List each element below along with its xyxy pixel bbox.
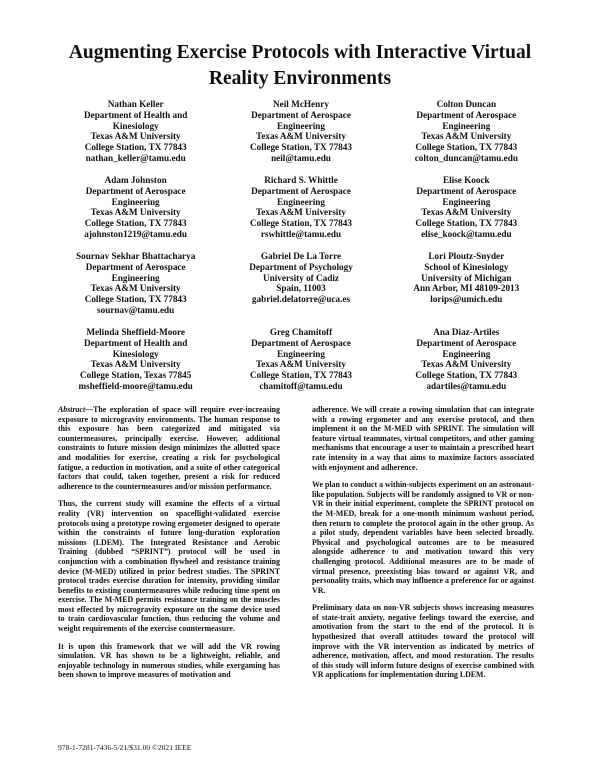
author-block — [56, 175, 215, 251]
body-paragraph: We plan to conduct a within-subjects experiment on an astronaut-like population. Subjects will be randomly assigned to VR or non-VR in their initial experiment, complete the SPRINT protocol on the M-MED, break for a one-month minimum washout period, then return to complete the protocol again in the other group. As a pilot study, dependent variables have been selected broadly. Physical and psychological outcomes are to be measured alongside adherence to and motivation toward this very challenging protocol. Additional measures are to be made of virtual presence, preexisting bias toward or against VR, and personality traits, which may influence a preference for or against VR. — [312, 480, 534, 595]
author-block — [221, 251, 380, 327]
author-email: ajohnston1219@tamu.edu — [84, 228, 188, 239]
author-university: Texas A&M University — [90, 207, 181, 218]
author-department: Engineering — [277, 348, 325, 359]
author-email: chamitoff@tamu.edu — [259, 380, 343, 391]
author-university: Texas A&M University — [421, 131, 512, 142]
paper-title: Augmenting Exercise Protocols with Interactive Virtual Reality Environments — [68, 42, 532, 89]
author-block — [387, 99, 546, 175]
author-email: elise_koock@tamu.edu — [421, 228, 512, 239]
author-university: Texas A&M University — [421, 359, 512, 370]
author-department: Engineering — [442, 348, 491, 359]
author-block — [387, 251, 546, 327]
author-location: College Station, Texas 77845 — [80, 370, 192, 381]
author-department: Engineering — [442, 120, 491, 131]
author-university: Texas A&M University — [255, 207, 346, 218]
abstract-paragraph — [58, 405, 280, 491]
body-paragraph: adherence. We will create a rowing simulation that can integrate with a rowing ergometer and any exercise protocol, and then implement it on the M-MED with SPRINT. The simulation will feature virtual teammates, virtual competitors, and other gaming mechanisms that encourage a user to maintain a prescribed heart rate intensity in a way that aims to maximize factors associated with enjoyment and adherence. — [312, 405, 534, 472]
author-name: Greg Chamitoff — [269, 327, 333, 337]
author-location: Spain, 11003 — [276, 283, 326, 294]
author-university: Texas A&M University — [255, 131, 346, 142]
author-name: Gabriel De La Torre — [260, 251, 342, 261]
author-location: College Station, TX 77843 — [84, 294, 187, 305]
author-block — [387, 327, 546, 403]
author-location: College Station, TX 77843 — [250, 370, 352, 381]
author-location: College Station, TX 77843 — [415, 370, 518, 381]
author-department: Department of Aerospace — [85, 261, 186, 272]
author-department: Engineering — [111, 272, 160, 283]
author-block — [56, 251, 215, 327]
author-location: College Station, TX 77843 — [250, 218, 352, 229]
author-email: lorips@umich.edu — [430, 294, 503, 305]
author-university: University of Michigan — [421, 272, 512, 283]
author-department: Engineering — [111, 196, 160, 207]
author-block — [221, 175, 380, 251]
author-name: Neil McHenry — [273, 99, 329, 109]
author-department: Department of Aerospace — [251, 109, 351, 120]
author-department: Kinesiology — [112, 120, 159, 131]
author-email: nathan_keller@tamu.edu — [85, 152, 186, 163]
author-department: Department of Health and — [83, 337, 188, 348]
body-paragraph: Preliminary data on non-VR subjects shows increasing measures of state-trait anxiety, negative feelings toward the exercise, and amotivation from the start to the end of the protocol. It is hypothesized that overall attitudes toward the protocol will improve with the VR intervention as indicated by metrics of adherence, motivation, affect, and mood restoration. The results of this study will inform future designs of exercise combined with VR applications for implementation during LDEM. — [312, 603, 534, 680]
author-name: Adam Johnston — [104, 175, 167, 185]
author-university: Texas A&M University — [90, 131, 181, 142]
author-department: Department of Aerospace — [251, 337, 351, 348]
author-email: gabriel.delatorre@uca.es — [251, 294, 351, 305]
author-block — [387, 175, 546, 251]
author-email: sournav@tamu.edu — [97, 304, 175, 315]
author-location: Ann Arbor, MI 48109-2013 — [413, 283, 520, 294]
right-column — [312, 405, 534, 688]
author-grid — [56, 99, 546, 403]
author-department: School of Kinesiology — [424, 261, 509, 272]
author-name: Nathan Keller — [107, 99, 164, 109]
author-university: Texas A&M University — [421, 207, 512, 218]
author-location: College Station, TX 77843 — [84, 218, 187, 229]
author-department: Engineering — [442, 196, 491, 207]
author-department: Kinesiology — [112, 348, 159, 359]
author-department: Engineering — [277, 120, 325, 131]
author-email: msheffield-moore@tamu.edu — [78, 380, 193, 391]
author-block — [221, 99, 380, 175]
abstract-text: —The exploration of space will require ever-increasing exposure to microgravity environments. The human response to this exposure has been categorized and mitigated via countermeasures, principally exercise. However, additional constraints to future mission design minimizes the allotted space and modalities for exercise, creating a risk for psychological fatigue, a reduction in motivation, and a suite of other categorical factors that could, taken together, present a risk for reduced adherence to the countermeasures and/or mission performance. — [58, 405, 280, 491]
author-email: neil@tamu.edu — [271, 152, 331, 163]
body-paragraph: It is upon this framework that we will add the VR rowing simulation. VR has shown to be a lightweight, reliable, and enjoyable technology in numerous studies, while exergaming has been shown to improve measures of motivation and — [58, 641, 280, 680]
author-department: Department of Aerospace — [85, 185, 186, 196]
author-department: Engineering — [277, 196, 325, 207]
author-department: Department of Aerospace — [251, 185, 351, 196]
author-location: College Station, TX 77843 — [415, 218, 518, 229]
author-name: Melinda Sheffield-Moore — [86, 327, 185, 337]
author-email: adartiles@tamu.edu — [426, 380, 507, 391]
author-name: Elise Koock — [442, 175, 490, 185]
copyright-footer: 978-1-7281-7436-5/21/$31.00 ©2021 IEEE — [58, 743, 192, 752]
author-department: Department of Psychology — [249, 261, 353, 272]
author-name: Sournav Sekhar Bhattacharya — [76, 251, 196, 261]
author-name: Colton Duncan — [436, 99, 497, 109]
author-block — [56, 327, 215, 403]
author-location: College Station, TX 77843 — [250, 142, 352, 153]
author-location: College Station, TX 77843 — [415, 142, 518, 153]
author-name: Lori Ploutz-Snyder — [428, 251, 505, 261]
author-block — [221, 327, 380, 403]
author-university: Texas A&M University — [90, 283, 181, 294]
left-column — [58, 405, 280, 688]
author-email: rswhittle@tamu.edu — [260, 228, 342, 239]
author-department: Department of Aerospace — [416, 109, 517, 120]
author-email: colton_duncan@tamu.edu — [414, 152, 518, 163]
author-department: Department of Aerospace — [416, 185, 517, 196]
author-department: Department of Health and — [83, 109, 188, 120]
author-department: Department of Aerospace — [416, 337, 517, 348]
body-paragraph: Thus, the current study will examine the effects of a virtual reality (VR) intervention on spaceflight-validated exercise protocols using a prototype rowing ergometer designed to operate within the constraints of future long-duration exploration missions (LDEM). The Integrated Resistance and Aerobic Training (dubbed “SPRINT”) protocol will be used in conjunction with a combination flywheel and resistance training device (M-MED) utilized in prior bedrest studies. The SPRINT protocol trades exercise duration for intensity, providing similar benefits to existing countermeasures while reducing time spent on exercise. The M-MED permits resistance training on the muscles most effected by microgravity exposure on the same device used to train cardiovascular function, thus reducing the volume and weight requirements of the exercise countermeasure. — [58, 499, 280, 634]
abstract-label: Abstract — [58, 405, 86, 414]
author-block — [56, 99, 215, 175]
author-university: Texas A&M University — [255, 359, 346, 370]
author-name: Ana Diaz-Artiles — [433, 327, 500, 337]
author-university: Texas A&M University — [90, 359, 181, 370]
author-university: University of Cadiz — [262, 272, 340, 283]
author-location: College Station, TX 77843 — [84, 142, 187, 153]
author-name: Richard S. Whittle — [264, 175, 338, 185]
